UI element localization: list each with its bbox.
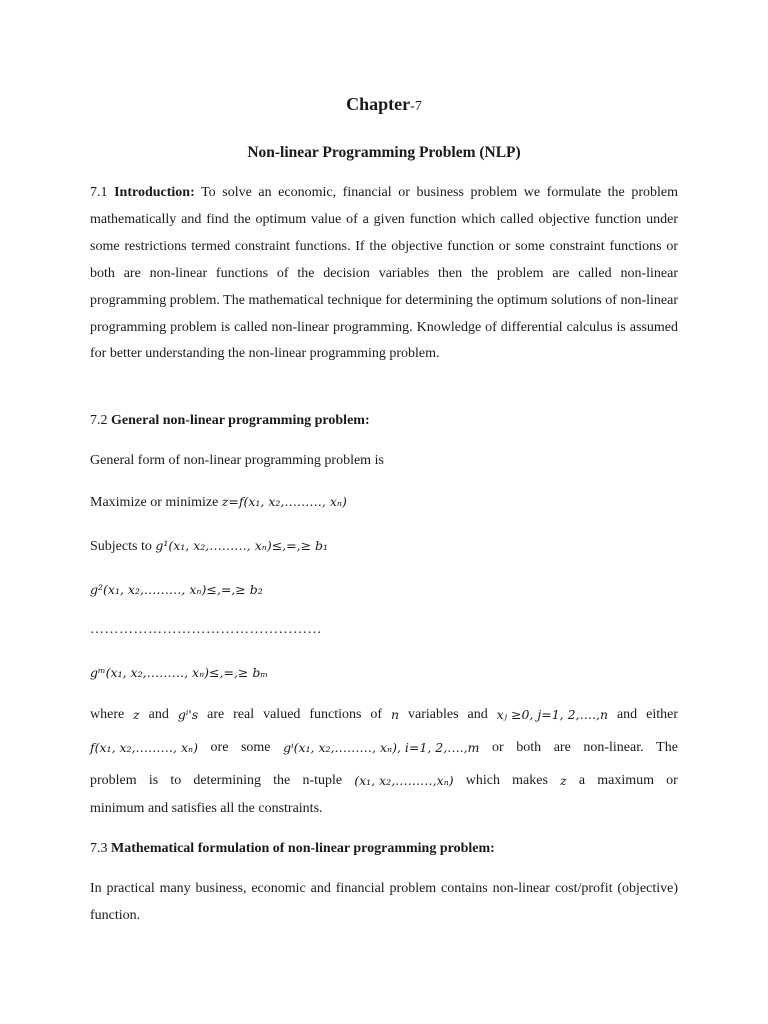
word: a: [578, 773, 586, 788]
math-gi: gⁱ's: [177, 707, 199, 722]
word: determining: [193, 773, 262, 788]
word: and: [616, 707, 638, 722]
section-7-1: [90, 180, 678, 368]
section-7-3-body: In practical many business, economic and financial problem contains non-linear cost/profit (objective) function.: [90, 881, 678, 923]
constraint-2: g²(x₁, x₂,………, xₙ)≤,=,≥ b₂: [90, 582, 263, 597]
word: which: [465, 773, 501, 788]
section-7-3-title: [90, 841, 495, 857]
word: maximum: [597, 773, 654, 788]
section-7-2-title: [90, 413, 370, 429]
section-7-1-body: To solve an economic, financial or business problem we formulate the problem mathematically and find the optimum value of a given function which called objective function under some restrictions termed constraint functions. If the objective function or some constraint functions or both are non-linear functions of the decision variables then the problem are called non-linear programming problem. The mathematical technique for determining the optimum solutions of non-linear programming problem is called non-linear programming. Knowledge of differential calculus is assumed for better understanding the non-linear programming problem.: [90, 185, 679, 362]
math-gi-func: gⁱ(x₁, x₂,………, xₙ), i=1, 2,….,m: [283, 740, 480, 755]
word: either: [646, 707, 678, 722]
section-7-1-heading: Introduction:: [114, 185, 195, 200]
math-f: f(x₁, x₂,………, xₙ): [90, 740, 198, 755]
section-7-1-number: 7.1: [90, 185, 108, 200]
word: the: [273, 773, 291, 788]
section-7-2-number: 7.2: [90, 413, 108, 428]
word: valued: [263, 707, 301, 722]
math-n: n: [391, 707, 400, 722]
chapter-prefix: Chapter: [346, 94, 411, 114]
objective-prefix: Maximize or minimize: [90, 495, 219, 510]
word: and: [467, 707, 488, 722]
word: or: [492, 740, 504, 755]
word: is: [148, 773, 159, 788]
where-line-2: [90, 740, 678, 756]
word: The: [656, 740, 678, 755]
where-line-4: minimum and satisfies all the constraints.: [90, 801, 323, 816]
word: are: [553, 740, 571, 755]
word: of: [370, 707, 383, 722]
word: problem: [90, 773, 137, 788]
word: variables: [408, 707, 459, 722]
constraint-2-line: [90, 582, 263, 599]
word: functions: [309, 707, 362, 722]
word: and: [148, 707, 169, 722]
constraint-ellipsis: …………………………………………: [90, 622, 322, 637]
objective-line: [90, 494, 347, 511]
word: ore: [210, 740, 229, 755]
constraint-prefix: Subjects to: [90, 539, 152, 554]
word: where: [90, 707, 125, 722]
section-7-2-heading: General non-linear programming problem:: [111, 413, 370, 428]
word: or: [666, 773, 678, 788]
constraint-1: g¹(x₁, x₂,………, xₙ)≤,=,≥ b₁: [155, 538, 329, 553]
math-ntuple: (x₁, x₂,………,xₙ): [354, 773, 454, 788]
math-z: z: [560, 773, 567, 788]
where-line-1: [90, 707, 678, 723]
section-7-3-heading: Mathematical formulation of non-linear programming problem:: [111, 841, 495, 856]
chapter-number: -7: [410, 99, 422, 114]
word: some: [240, 740, 271, 755]
page-title: Non-linear Programming Problem (NLP): [247, 144, 521, 161]
constraint-1-line: [90, 538, 328, 555]
objective-expression: z=f(x₁, x₂,………, xₙ): [221, 494, 347, 509]
chapter-title: [0, 94, 768, 115]
word: are: [207, 707, 225, 722]
word: real: [233, 707, 255, 722]
word: both: [516, 740, 542, 755]
word: makes: [512, 773, 548, 788]
math-xj-condition: xⱼ ≥0, j=1, 2,….,n: [496, 707, 609, 722]
constraint-m: gᵐ(x₁, x₂,………, xₙ)≤,=,≥ bₘ: [90, 665, 269, 680]
math-z: z: [133, 707, 140, 722]
section-7-3-number: 7.3: [90, 841, 108, 856]
general-form-text: General form of non-linear programming problem is: [90, 453, 384, 468]
word: to: [170, 773, 182, 788]
word: n-tuple: [302, 773, 343, 788]
word: non-linear.: [583, 740, 644, 755]
where-line-3: [90, 773, 678, 789]
constraint-m-line: [90, 665, 268, 682]
